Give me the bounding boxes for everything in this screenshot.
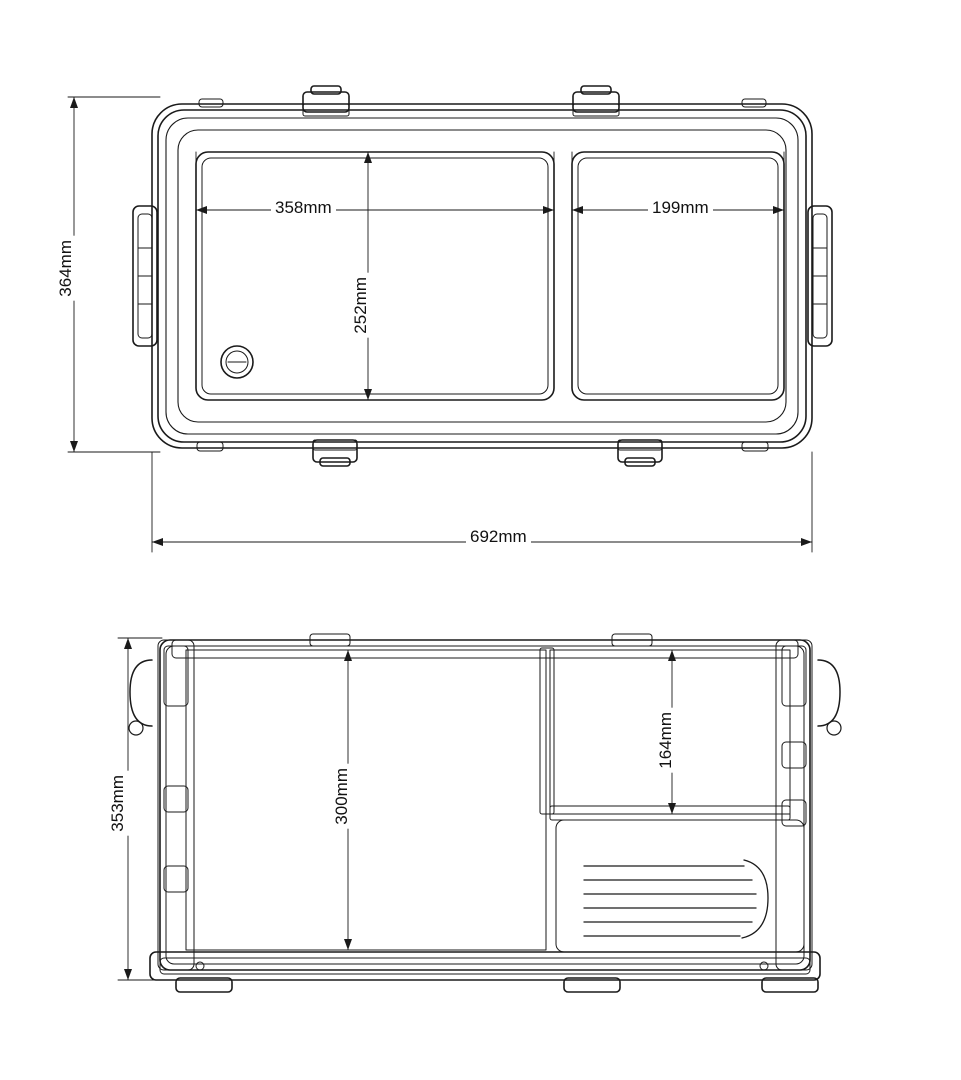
dimension-label-large-compartment-depth: 252mm xyxy=(351,273,372,338)
dimension-label-small-compartment-height: 164mm xyxy=(656,708,677,773)
top-view-dimensions xyxy=(68,97,812,552)
front-view-body xyxy=(129,634,841,992)
dimension-label-overall-height-front: 353mm xyxy=(108,771,129,836)
dimension-label-large-compartment-width: 358mm xyxy=(271,198,336,219)
top-view-body xyxy=(133,86,832,466)
dimension-label-overall-height-top: 364mm xyxy=(56,236,77,301)
dimension-label-small-compartment-width: 199mm xyxy=(648,198,713,219)
dimension-label-large-compartment-height: 300mm xyxy=(332,764,353,829)
dimension-label-overall-width-top: 692mm xyxy=(466,527,531,548)
front-view-dimensions xyxy=(118,638,676,980)
